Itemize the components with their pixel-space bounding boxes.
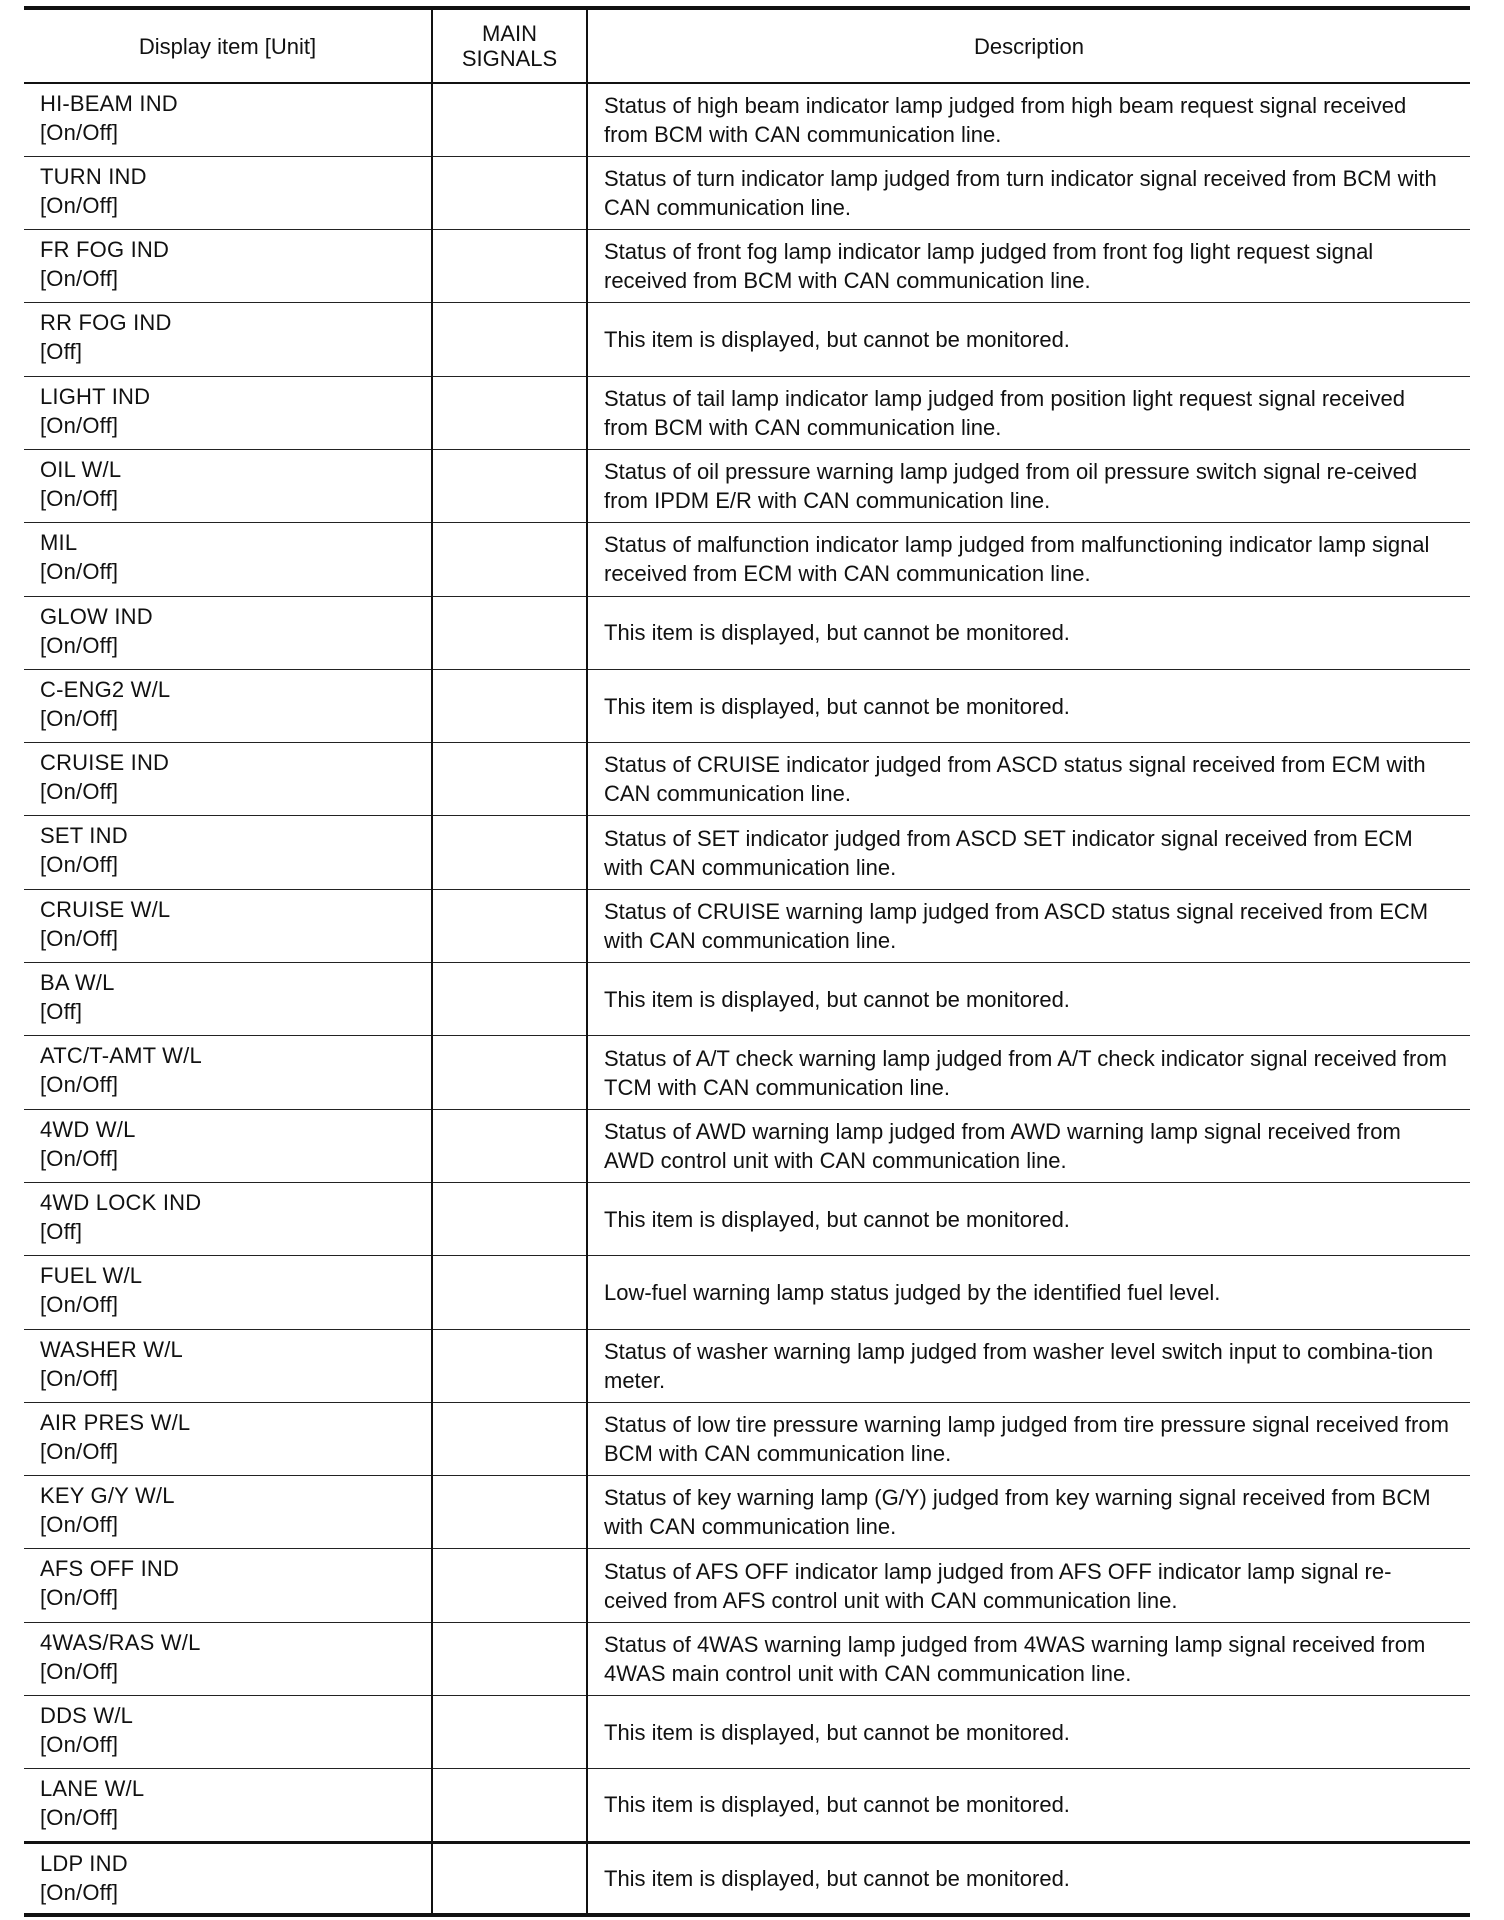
main-signals-cell xyxy=(432,1696,587,1769)
description-cell: Status of washer warning lamp judged from washer level switch input to combina-tion meter. xyxy=(587,1329,1470,1402)
description-cell: Status of high beam indicator lamp judged from high beam request signal received from BCM with CAN communication line. xyxy=(587,83,1470,156)
table-row xyxy=(24,816,1470,889)
description-cell: Status of key warning lamp (G/Y) judged from key warning signal received from BCM with CAN communication line. xyxy=(587,1476,1470,1549)
display-item-unit: [Off] xyxy=(40,339,83,365)
display-item-unit: [On/Off] xyxy=(40,925,119,951)
main-signals-cell xyxy=(432,1549,587,1622)
header-main-signals-line2: SIGNALS xyxy=(461,46,558,71)
description-cell: Status of CRUISE indicator judged from ASCD status signal received from ECM with CAN communication line. xyxy=(587,743,1470,816)
display-item-unit: [On/Off] xyxy=(40,559,119,585)
table-row xyxy=(24,1182,1470,1255)
table-row xyxy=(24,156,1470,229)
table-row xyxy=(24,83,1470,156)
description-cell: This item is displayed, but cannot be monitored. xyxy=(587,1769,1470,1842)
description-cell: Status of low tire pressure warning lamp judged from tire pressure signal received from BCM with CAN communication line. xyxy=(587,1402,1470,1475)
description-cell: Status of CRUISE warning lamp judged from ASCD status signal received from ECM with CAN communication line. xyxy=(587,889,1470,962)
display-item-unit: [On/Off] xyxy=(40,1585,119,1611)
description-cell: Status of AFS OFF indicator lamp judged from AFS OFF indicator lamp signal re-ceived from AFS control unit with CAN communication line. xyxy=(587,1549,1470,1622)
display-item-name: TURN IND xyxy=(40,163,147,189)
main-signals-cell xyxy=(432,1402,587,1475)
main-signals-cell xyxy=(432,83,587,156)
table-row xyxy=(24,1476,1470,1549)
display-item-cell xyxy=(24,83,432,156)
display-item-cell xyxy=(24,1036,432,1109)
description-cell: Status of turn indicator lamp judged from turn indicator signal received from BCM with CAN communication line. xyxy=(587,156,1470,229)
table-row xyxy=(24,1696,1470,1769)
display-item-cell xyxy=(24,1256,432,1329)
display-item-cell xyxy=(24,1182,432,1255)
table-row xyxy=(24,1842,1470,1915)
display-item-cell xyxy=(24,1842,432,1915)
table-row xyxy=(24,1109,1470,1182)
display-item-cell xyxy=(24,376,432,449)
display-item-cell xyxy=(24,1622,432,1695)
table-row xyxy=(24,523,1470,596)
display-item-unit: [On/Off] xyxy=(40,1292,119,1318)
main-signals-cell xyxy=(432,1182,587,1255)
display-item-cell xyxy=(24,1769,432,1842)
display-item-unit: [On/Off] xyxy=(40,1365,119,1391)
main-signals-cell xyxy=(432,303,587,376)
table-row xyxy=(24,1256,1470,1329)
display-item-name: ATC/T-AMT W/L xyxy=(40,1043,202,1069)
display-item-name: LIGHT IND xyxy=(40,383,151,409)
display-item-unit: [On/Off] xyxy=(40,1145,119,1171)
table-row xyxy=(24,743,1470,816)
table-row xyxy=(24,1549,1470,1622)
display-item-cell xyxy=(24,230,432,303)
description-cell: This item is displayed, but cannot be monitored. xyxy=(587,1182,1470,1255)
table-body xyxy=(24,83,1470,1915)
main-signals-cell xyxy=(432,1842,587,1915)
main-signals-cell xyxy=(432,743,587,816)
display-item-unit: [On/Off] xyxy=(40,1072,119,1098)
display-item-cell xyxy=(24,523,432,596)
description-cell: Status of malfunction indicator lamp judged from malfunctioning indicator lamp signal received from ECM with CAN communication line. xyxy=(587,523,1470,596)
table-row xyxy=(24,303,1470,376)
display-item-name: LDP IND xyxy=(40,1850,128,1876)
display-item-name: FUEL W/L xyxy=(40,1263,143,1289)
display-item-unit: [On/Off] xyxy=(40,632,119,658)
description-cell: This item is displayed, but cannot be monitored. xyxy=(587,596,1470,669)
display-item-cell xyxy=(24,1476,432,1549)
display-item-cell xyxy=(24,889,432,962)
display-item-name: 4WAS/RAS W/L xyxy=(40,1629,201,1655)
document-page xyxy=(24,6,1470,1917)
table-row xyxy=(24,1769,1470,1842)
description-cell: Status of tail lamp indicator lamp judged from position light request signal received from BCM with CAN communication line. xyxy=(587,376,1470,449)
table-row xyxy=(24,1402,1470,1475)
description-cell: Status of front fog lamp indicator lamp judged from front fog light request signal received from BCM with CAN communication line. xyxy=(587,230,1470,303)
display-item-name: CRUISE W/L xyxy=(40,896,171,922)
display-item-unit: [Off] xyxy=(40,999,83,1025)
table-row xyxy=(24,889,1470,962)
display-item-table xyxy=(24,6,1470,1917)
display-item-cell xyxy=(24,816,432,889)
display-item-name: AFS OFF IND xyxy=(40,1556,180,1582)
description-cell: This item is displayed, but cannot be monitored. xyxy=(587,963,1470,1036)
display-item-name: RR FOG IND xyxy=(40,310,172,336)
description-cell: Low-fuel warning lamp status judged by the identified fuel level. xyxy=(587,1256,1470,1329)
display-item-cell xyxy=(24,303,432,376)
display-item-cell xyxy=(24,596,432,669)
main-signals-cell xyxy=(432,1622,587,1695)
display-item-cell xyxy=(24,669,432,742)
display-item-unit: [On/Off] xyxy=(40,1805,119,1831)
display-item-cell xyxy=(24,1109,432,1182)
display-item-unit: [On/Off] xyxy=(40,120,119,145)
display-item-cell xyxy=(24,449,432,522)
main-signals-cell xyxy=(432,1329,587,1402)
display-item-unit: [On/Off] xyxy=(40,192,119,218)
main-signals-cell xyxy=(432,449,587,522)
header-display-item: Display item [Unit] xyxy=(24,8,432,83)
table-row xyxy=(24,1329,1470,1402)
display-item-name: CRUISE IND xyxy=(40,750,170,776)
table-row xyxy=(24,596,1470,669)
main-signals-cell xyxy=(432,1476,587,1549)
display-item-cell xyxy=(24,1329,432,1402)
display-item-name: WASHER W/L xyxy=(40,1336,183,1362)
table-header-row xyxy=(24,8,1470,83)
display-item-name: SET IND xyxy=(40,823,128,849)
table-row xyxy=(24,230,1470,303)
header-description: Description xyxy=(587,8,1470,83)
description-cell: Status of 4WAS warning lamp judged from 4WAS warning lamp signal received from 4WAS main control unit with CAN communication line. xyxy=(587,1622,1470,1695)
main-signals-cell xyxy=(432,889,587,962)
table-row xyxy=(24,1622,1470,1695)
table-row xyxy=(24,449,1470,522)
display-item-name: LANE W/L xyxy=(40,1776,145,1802)
display-item-name: DDS W/L xyxy=(40,1703,134,1729)
header-main-signals-line1: MAIN xyxy=(482,21,537,46)
main-signals-cell xyxy=(432,1036,587,1109)
display-item-name: FR FOG IND xyxy=(40,237,170,263)
display-item-unit: [On/Off] xyxy=(40,1658,119,1684)
display-item-cell xyxy=(24,963,432,1036)
description-cell: Status of AWD warning lamp judged from AWD warning lamp signal received from AWD control unit with CAN communication line. xyxy=(587,1109,1470,1182)
display-item-unit: [On/Off] xyxy=(40,1438,119,1464)
display-item-unit: [On/Off] xyxy=(40,852,119,878)
main-signals-cell xyxy=(432,376,587,449)
description-cell: Status of oil pressure warning lamp judged from oil pressure switch signal re-ceived from IPDM E/R with CAN communication line. xyxy=(587,449,1470,522)
main-signals-cell xyxy=(432,523,587,596)
main-signals-cell xyxy=(432,1256,587,1329)
display-item-cell xyxy=(24,1696,432,1769)
display-item-name: 4WD W/L xyxy=(40,1116,136,1142)
display-item-unit: [On/Off] xyxy=(40,705,119,731)
display-item-unit: [On/Off] xyxy=(40,1879,119,1905)
display-item-unit: [On/Off] xyxy=(40,1732,119,1758)
display-item-cell xyxy=(24,1402,432,1475)
display-item-name: AIR PRES W/L xyxy=(40,1409,191,1435)
display-item-name: 4WD LOCK IND xyxy=(40,1189,202,1215)
display-item-cell xyxy=(24,743,432,816)
display-item-cell xyxy=(24,156,432,229)
table-row xyxy=(24,963,1470,1036)
display-item-name: GLOW IND xyxy=(40,603,153,629)
main-signals-cell xyxy=(432,963,587,1036)
display-item-unit: [On/Off] xyxy=(40,1512,119,1538)
description-cell: This item is displayed, but cannot be monitored. xyxy=(587,1842,1470,1915)
main-signals-cell xyxy=(432,816,587,889)
display-item-name: BA W/L xyxy=(40,970,115,996)
main-signals-cell xyxy=(432,230,587,303)
description-cell: Status of SET indicator judged from ASCD SET indicator signal received from ECM with CAN communication line. xyxy=(587,816,1470,889)
main-signals-cell xyxy=(432,596,587,669)
display-item-name: HI-BEAM IND xyxy=(40,91,178,116)
table-row xyxy=(24,1036,1470,1109)
display-item-unit: [On/Off] xyxy=(40,485,119,511)
main-signals-cell xyxy=(432,669,587,742)
table-row xyxy=(24,669,1470,742)
description-cell: This item is displayed, but cannot be monitored. xyxy=(587,669,1470,742)
table-row xyxy=(24,376,1470,449)
main-signals-cell xyxy=(432,1769,587,1842)
description-cell: This item is displayed, but cannot be monitored. xyxy=(587,1696,1470,1769)
display-item-name: KEY G/Y W/L xyxy=(40,1483,175,1509)
display-item-unit: [Off] xyxy=(40,1218,83,1244)
display-item-name: MIL xyxy=(40,530,78,556)
description-cell: This item is displayed, but cannot be monitored. xyxy=(587,303,1470,376)
display-item-unit: [On/Off] xyxy=(40,779,119,805)
display-item-unit: [On/Off] xyxy=(40,412,119,438)
main-signals-cell xyxy=(432,156,587,229)
description-cell: Status of A/T check warning lamp judged from A/T check indicator signal received from TCM with CAN communication line. xyxy=(587,1036,1470,1109)
display-item-name: OIL W/L xyxy=(40,456,122,482)
header-main-signals xyxy=(432,8,587,83)
display-item-unit: [On/Off] xyxy=(40,266,119,292)
main-signals-cell xyxy=(432,1109,587,1182)
display-item-name: C-ENG2 W/L xyxy=(40,676,171,702)
display-item-cell xyxy=(24,1549,432,1622)
